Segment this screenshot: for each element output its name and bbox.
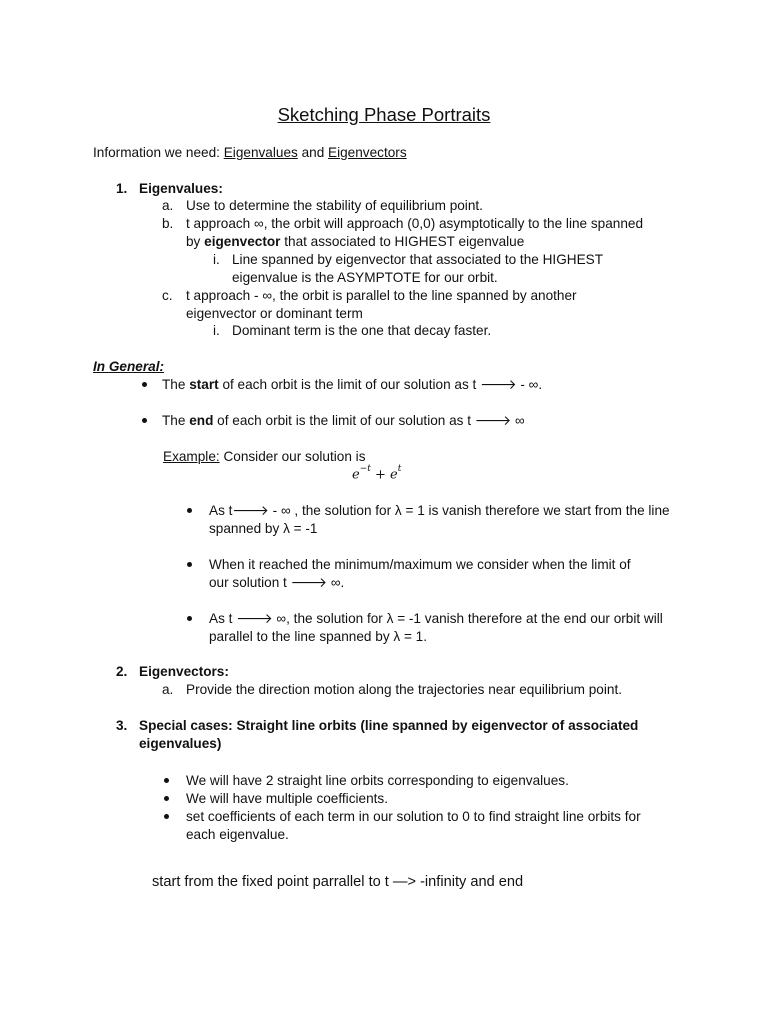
bullet-dot [187, 508, 192, 513]
section1-a-text: Use to determine the stability of equilibrium point. [186, 198, 483, 213]
general-bullet1-pre: The [162, 377, 190, 392]
intro-eigenvectors: Eigenvectors [328, 145, 407, 160]
general-bullet2-post: of each orbit is the limit of our solution as t 🡒 ∞ [213, 413, 525, 428]
section1-ci-marker: i. [213, 323, 220, 338]
bullet-dot [142, 382, 147, 387]
section2-a-text: Provide the direction motion along the trajectories near equilibrium point. [186, 682, 622, 697]
bullet-dot [187, 562, 192, 567]
general-bullet1-post: of each orbit is the limit of our solution as t 🡒 - ∞. [218, 377, 543, 392]
section1-number: 1. [116, 181, 128, 196]
example-line [163, 448, 366, 466]
section3-number: 3. [116, 718, 128, 733]
section1-bi-line2: eigenvalue is the ASYMPTOTE for our orbit. [232, 270, 498, 285]
general-bullet1-bold: start [189, 377, 219, 392]
section3-heading-line1: Special cases: Straight line orbits (line spanned by eigenvector of associated [139, 718, 639, 733]
section1-bi-line1: Line spanned by eigenvector that associated to the HIGHEST [232, 252, 604, 267]
bullet-dot [187, 616, 192, 621]
example-sub2-line2: our solution t 🡒 ∞. [209, 575, 345, 590]
section2-heading: Eigenvectors: [139, 664, 229, 679]
section2-number: 2. [116, 664, 128, 679]
section3-bullet3-line1: set coefficients of each term in our solution to 0 to find straight line orbits for [186, 809, 641, 824]
bullet-dot [164, 796, 169, 801]
general-heading: In General: [93, 359, 165, 374]
intro-prefix: Information we need: [93, 145, 224, 160]
footer-note: start from the fixed point parrallel to t —> -infinity and end [152, 874, 524, 890]
example-sub1-line1: As t🡒 - ∞ , the solution for λ = 1 is vanish therefore we start from the line [209, 503, 670, 518]
bullet-dot [164, 814, 169, 819]
example-sub1-line2: spanned by λ = -1 [209, 521, 318, 536]
section1-b-line2-bold: eigenvector [204, 234, 281, 249]
section3-bullet3-line2: each eigenvalue. [186, 827, 289, 842]
example-sub2-line1: When it reached the minimum/maximum we consider when the limit of [209, 557, 631, 572]
section1-b-line2 [186, 233, 524, 251]
section1-c-line2: eigenvector or dominant term [186, 306, 363, 321]
section1-bi-marker: i. [213, 252, 220, 267]
example-sub3-line2: parallel to the line spanned by λ = 1. [209, 629, 428, 644]
bullet-dot [164, 778, 169, 783]
intro-and: and [297, 145, 329, 160]
example-label: Example: [163, 449, 220, 464]
general-bullet1 [162, 376, 542, 394]
section1-b-marker: b. [162, 216, 174, 231]
bullet-dot [142, 418, 147, 423]
intro-eigenvalues: Eigenvalues [223, 145, 298, 160]
example-sub3-line1: As t 🡒 ∞, the solution for λ = -1 vanish therefore at the end our orbit will [209, 611, 663, 626]
section1-c-marker: c. [162, 288, 173, 303]
section1-c-line1: t approach - ∞, the orbit is parallel to the line spanned by another [186, 288, 577, 303]
general-bullet2-pre: The [162, 413, 190, 428]
page-title: Sketching Phase Portraits [277, 104, 491, 125]
section1-ci-text: Dominant term is the one that decay faster. [232, 323, 492, 338]
section1-b-line2-post: that associated to HIGHEST eigenvalue [280, 234, 525, 249]
section1-b-line1: t approach ∞, the orbit will approach (0,0) asymptotically to the line spanned [186, 216, 644, 231]
section2-a-marker: a. [162, 682, 174, 697]
intro-line [93, 144, 407, 162]
section1-heading: Eigenvalues: [139, 181, 223, 196]
section3-bullet2: We will have multiple coefficients. [186, 791, 388, 806]
section1-a-marker: a. [162, 198, 174, 213]
general-bullet2-bold: end [189, 413, 214, 428]
section1-b-line2-pre: by [186, 234, 205, 249]
example-equation: $e^{-t} + e^t$ [352, 464, 402, 483]
section3-heading-line2: eigenvalues) [139, 736, 222, 751]
section3-bullet1: We will have 2 straight line orbits corresponding to eigenvalues. [186, 773, 569, 788]
general-bullet2 [162, 412, 525, 430]
example-text: Consider our solution is [219, 449, 366, 464]
